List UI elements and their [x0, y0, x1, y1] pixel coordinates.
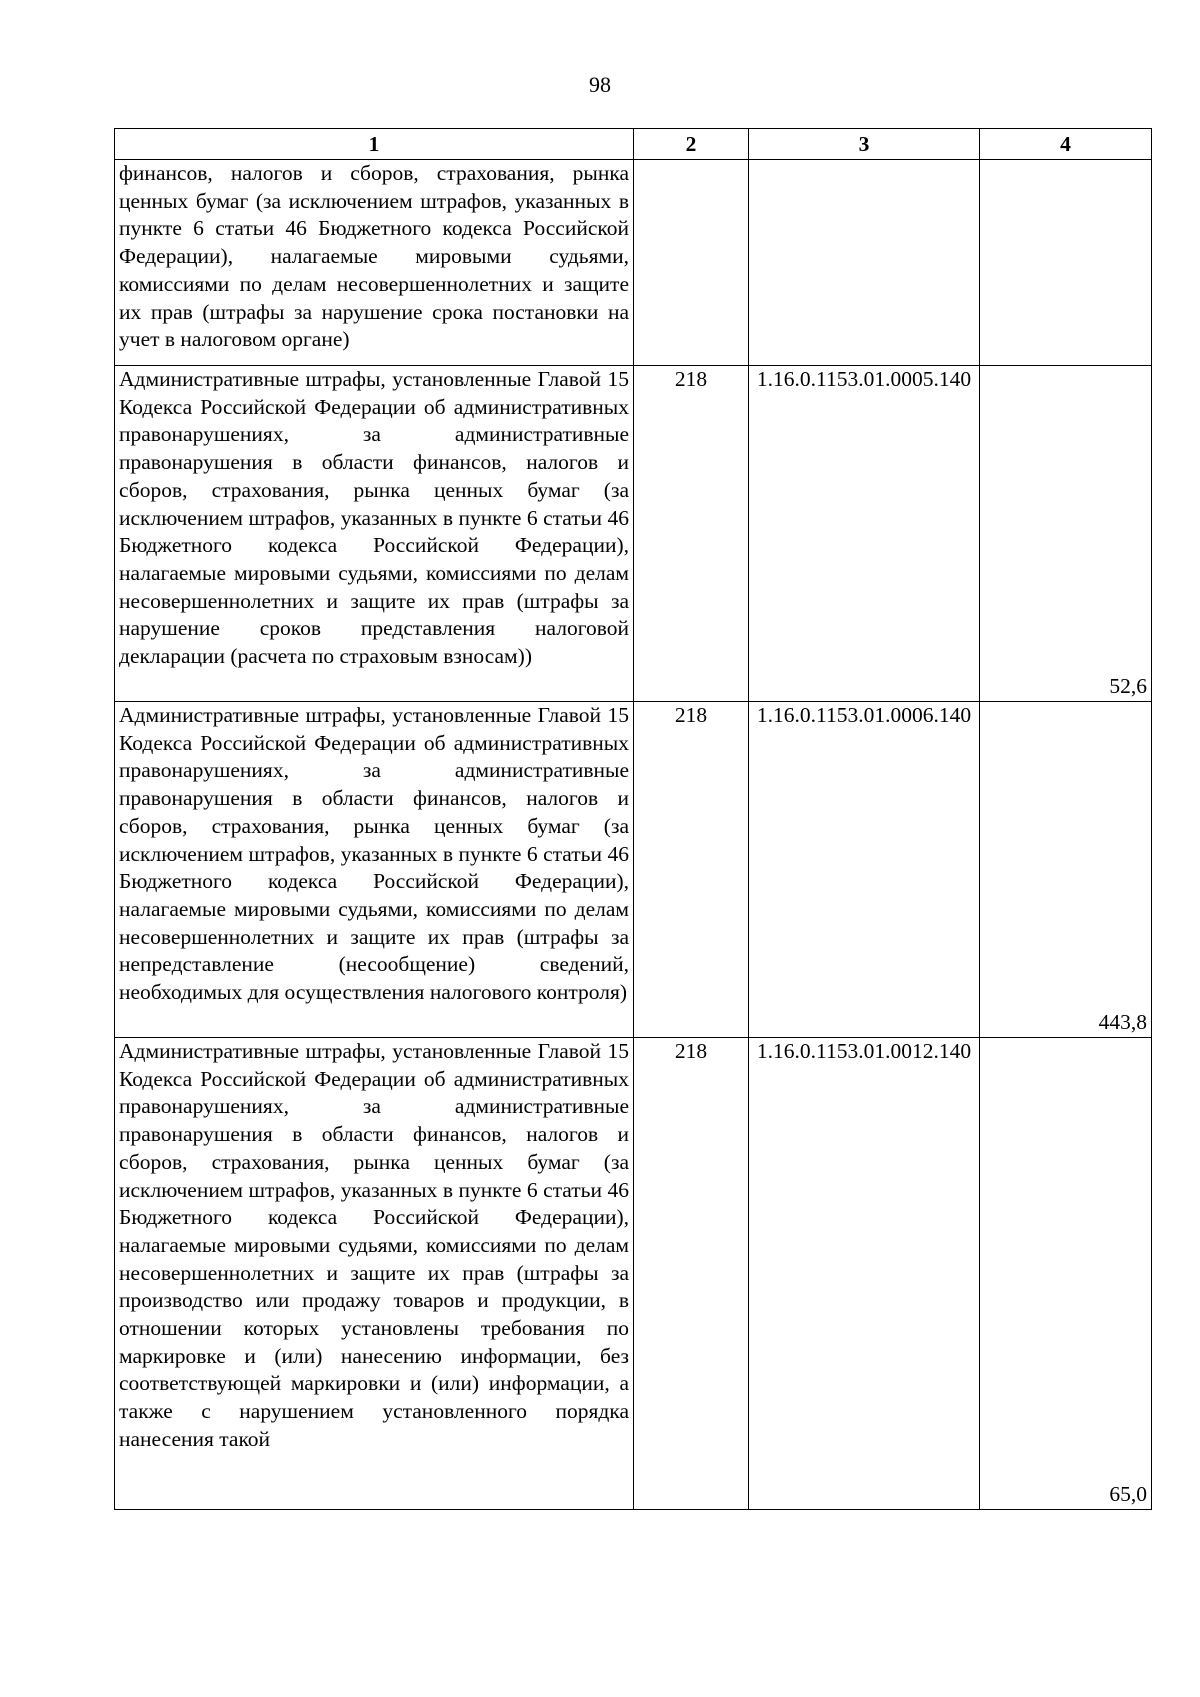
row-name-text: Административные штрафы, установленные Главой 15 Кодекса Российской Федерации об административных правонарушениях, за административные правонарушения в области финансов, налогов и сборов, страхования, рынка ценных бумаг (за исключением штрафов, указанных в пункте 6 статьи 46 Бюджетного кодекса Российской Федерации), налагаемые мировыми судьями, комиссиями по делам несовершеннолетних и защите их прав (штрафы за производство или продажу товаров и продукции, в отношении которых установлены требования по маркировке и (или) нанесению информации, без соответствующей маркировки и (или) информации, а также с нарушением установленного порядка нанесения такой — [119, 1039, 629, 1451]
row-code-cell: 1.16.0.1153.01.0012.140 — [749, 1038, 980, 1510]
budget-table — [114, 128, 1152, 1510]
row-name-cell — [115, 1038, 634, 1510]
column-header-3: 3 — [749, 129, 980, 160]
table-row — [115, 160, 1152, 366]
row-code-cell: 1.16.0.1153.01.0005.140 — [749, 366, 980, 702]
row-name-text: финансов, налогов и сборов, страхования, рынка ценных бумаг (за исключением штрафов, указанных в пункте 6 статьи 46 Бюджетного кодекса Российской Федерации), налагаемые мировыми судьями, комиссиями по делам несовершеннолетних и защите их прав (штрафы за нарушение срока постановки на учет в налоговом органе) — [119, 161, 629, 352]
row-name-cell — [115, 702, 634, 1038]
row-code-cell — [749, 160, 980, 366]
table-row — [115, 1038, 1152, 1510]
row-sum-cell — [980, 160, 1152, 366]
row-name-cell — [115, 366, 634, 702]
row-admin-cell — [634, 160, 749, 366]
row-name-text: Административные штрафы, установленные Главой 15 Кодекса Российской Федерации об административных правонарушениях, за административные правонарушения в области финансов, налогов и сборов, страхования, рынка ценных бумаг (за исключением штрафов, указанных в пункте 6 статьи 46 Бюджетного кодекса Российской Федерации), налагаемые мировыми судьями, комиссиями по делам несовершеннолетних и защите их прав (штрафы за нарушение сроков представления налоговой декларации (расчета по страховым взносам)) — [119, 367, 629, 669]
column-header-1: 1 — [115, 129, 634, 160]
row-code-cell: 1.16.0.1153.01.0006.140 — [749, 702, 980, 1038]
row-name-text: Административные штрафы, установленные Главой 15 Кодекса Российской Федерации об административных правонарушениях, за административные правонарушения в области финансов, налогов и сборов, страхования, рынка ценных бумаг (за исключением штрафов, указанных в пункте 6 статьи 46 Бюджетного кодекса Российской Федерации), налагаемые мировыми судьями, комиссиями по делам несовершеннолетних и защите их прав (штрафы за непредставление (несообщение) сведений, необходимых для осуществления налогового контроля) — [119, 703, 629, 1005]
row-admin-cell: 218 — [634, 702, 749, 1038]
row-sum-cell: 65,0 — [980, 1038, 1152, 1510]
row-name-cell — [115, 160, 634, 366]
table-row — [115, 366, 1152, 702]
row-admin-cell: 218 — [634, 366, 749, 702]
row-sum-cell: 52,6 — [980, 366, 1152, 702]
column-header-2: 2 — [634, 129, 749, 160]
page-number: 98 — [589, 72, 611, 97]
row-sum-cell: 443,8 — [980, 702, 1152, 1038]
column-header-4: 4 — [980, 129, 1152, 160]
table-row — [115, 702, 1152, 1038]
row-admin-cell: 218 — [634, 1038, 749, 1510]
table-header-row — [115, 129, 1152, 160]
